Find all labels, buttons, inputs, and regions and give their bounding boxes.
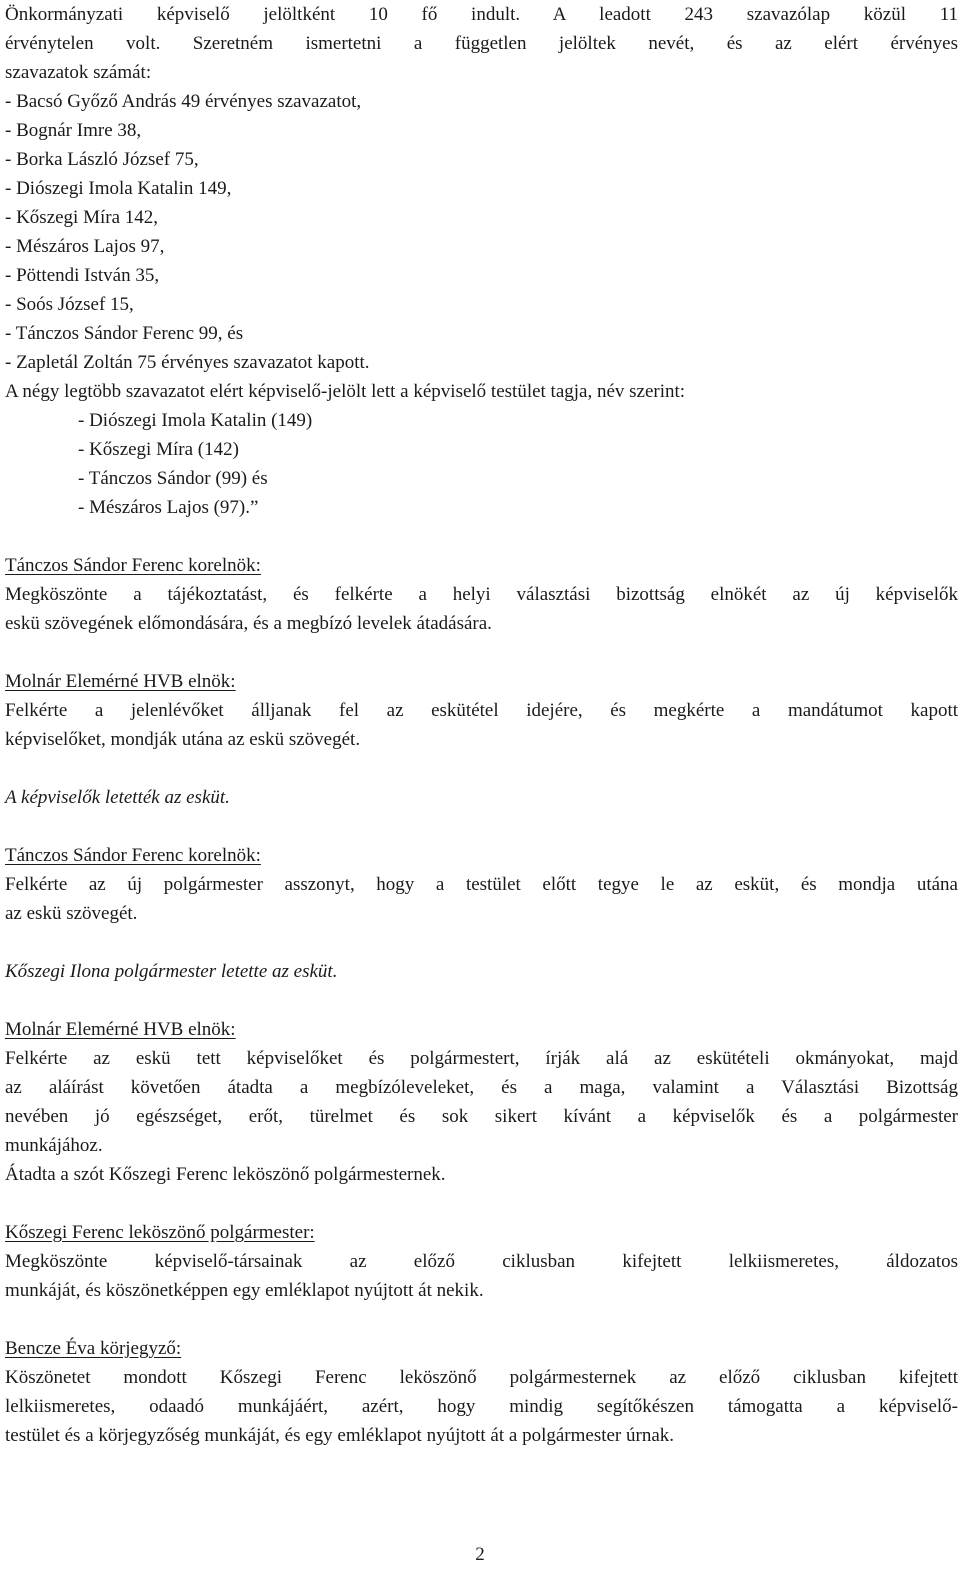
speaker-heading: Molnár Elemérné HVB elnök: bbox=[5, 671, 236, 692]
list-item: - Pöttendi István 35, bbox=[5, 265, 160, 286]
speaker-heading: Tánczos Sándor Ferenc korelnök: bbox=[5, 845, 261, 866]
list-item: - Zapletál Zoltán 75 érvényes szavazatot kapott. bbox=[5, 352, 370, 373]
body-line: Felkérte az új polgármester asszonyt, hogy a testület előtt tegye le az esküt, és mondja utána bbox=[5, 874, 958, 895]
intro-line: érvénytelen volt. Szeretném ismertetni a független jelöltek nevét, és az elért érvényes bbox=[5, 33, 958, 54]
page-number: 2 bbox=[475, 1544, 485, 1565]
body-line: lelkiismeretes, odaadó munkájáért, azért, hogy mindig segítőkészen támogatta a képviselő- bbox=[5, 1396, 958, 1417]
list-item: - Kőszegi Míra (142) bbox=[78, 439, 239, 460]
body-line: képviselőket, mondják utána az eskü szövegét. bbox=[5, 729, 361, 750]
list-item: - Diószegi Imola Katalin (149) bbox=[78, 410, 313, 431]
italic-note: Kőszegi Ilona polgármester letette az esküt. bbox=[5, 961, 338, 982]
list-item: - Diószegi Imola Katalin 149, bbox=[5, 178, 232, 199]
list-item: - Bacsó Győző András 49 érvényes szavazatot, bbox=[5, 91, 362, 112]
body-line: Felkérte a jelenlévőket álljanak fel az eskütétel idejére, és megkérte a mandátumot kapott bbox=[5, 700, 958, 721]
speaker-heading: Bencze Éva körjegyző: bbox=[5, 1338, 182, 1359]
list-item: - Mészáros Lajos (97).” bbox=[78, 497, 259, 518]
body-line: testület és a körjegyzőség munkáját, és egy emléklapot nyújtott át a polgármester úrnak. bbox=[5, 1425, 675, 1446]
list-item: - Mészáros Lajos 97, bbox=[5, 236, 165, 257]
winners-intro: A négy legtöbb szavazatot elért képviselő-jelölt lett a képviselő testület tagja, név szerint: bbox=[5, 381, 686, 402]
body-line: nevében jó egészséget, erőt, türelmet és sok sikert kívánt a képviselők és a polgármester bbox=[5, 1106, 958, 1127]
body-line: Köszönetet mondott Kőszegi Ferenc leköszönő polgármesternek az előző ciklusban kifejtett bbox=[5, 1367, 958, 1388]
speaker-heading: Molnár Elemérné HVB elnök: bbox=[5, 1019, 236, 1040]
document-page bbox=[5, 0, 958, 1450]
speaker-heading: Tánczos Sándor Ferenc korelnök: bbox=[5, 555, 261, 576]
body-line: az aláírást követően átadta a megbízóleveleket, és a maga, valamint a Választási Bizottság bbox=[5, 1077, 958, 1098]
body-line: Megköszönte a tájékoztatást, és felkérte a helyi választási bizottság elnökét az új képviselők bbox=[5, 584, 958, 605]
list-item: - Soós József 15, bbox=[5, 294, 134, 315]
intro-paragraph bbox=[5, 0, 958, 87]
section-clerk bbox=[5, 1334, 958, 1450]
section-mayor bbox=[5, 1218, 958, 1305]
section-korelnok-2 bbox=[5, 841, 958, 928]
candidate-list bbox=[5, 87, 958, 377]
section-hvb-2 bbox=[5, 1015, 958, 1189]
body-line: Megköszönte képviselő-társainak az előző ciklusban kifejtett lelkiismeretes, áldozatos bbox=[5, 1251, 958, 1272]
section-korelnok-1 bbox=[5, 551, 958, 638]
list-item: - Tánczos Sándor Ferenc 99, és bbox=[5, 323, 244, 344]
body-line: Felkérte az eskü tett képviselőket és polgármestert, írják alá az eskütételi okmányokat, majd bbox=[5, 1048, 958, 1069]
body-line: az eskü szövegét. bbox=[5, 903, 138, 924]
body-line: munkáját, és köszönetképpen egy emléklapot nyújtott át nekik. bbox=[5, 1280, 484, 1301]
section-hvb-1 bbox=[5, 667, 958, 754]
intro-line: szavazatok számát: bbox=[5, 62, 152, 83]
list-item: - Borka László József 75, bbox=[5, 149, 199, 170]
body-line: Átadta a szót Kőszegi Ferenc leköszönő polgármesternek. bbox=[5, 1164, 446, 1185]
list-item: - Kőszegi Míra 142, bbox=[5, 207, 159, 228]
body-line: munkájához. bbox=[5, 1135, 103, 1156]
speaker-heading: Kőszegi Ferenc leköszönő polgármester: bbox=[5, 1222, 315, 1243]
italic-note: A képviselők letették az esküt. bbox=[5, 787, 230, 808]
intro-line: Önkormányzati képviselő jelöltként 10 fő indult. A leadott 243 szavazólap közül 11 bbox=[5, 4, 958, 25]
winner-list bbox=[5, 406, 958, 522]
body-line: eskü szövegének előmondására, és a megbízó levelek átadására. bbox=[5, 613, 492, 634]
list-item: - Tánczos Sándor (99) és bbox=[78, 468, 268, 489]
list-item: - Bognár Imre 38, bbox=[5, 120, 142, 141]
